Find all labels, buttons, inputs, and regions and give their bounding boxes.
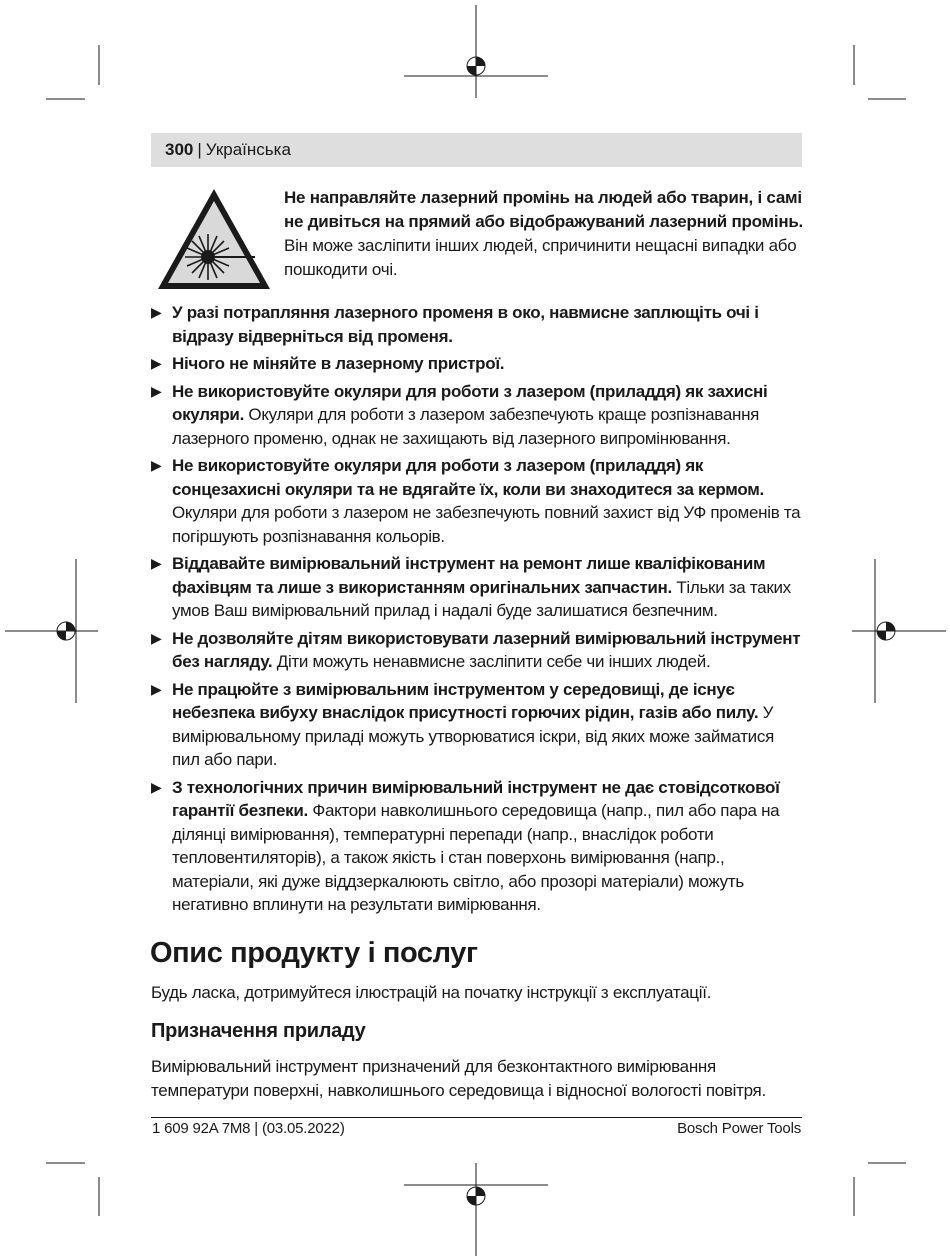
header-separator: |: [197, 140, 202, 159]
list-item: [151, 352, 806, 376]
item-text: Діти можуть ненавмисне засліпити себе чи інших людей.: [272, 652, 711, 671]
page-header: [151, 133, 802, 167]
purpose-paragraph: Вимірювальний інструмент призначений для безконтактного вимірювання температури поверхні, навколишнього середовища і відносної вологості повітря.: [151, 1057, 766, 1100]
item-bold: Віддавайте вимірювальний інструмент на ремонт лише кваліфікованим фахівцям та лише з використанням оригінальних запчастин.: [172, 554, 766, 597]
list-item: [151, 776, 806, 917]
item-bold: Не використовуйте окуляри для роботи з лазером (приладдя) як сонцезахисні окуляри та не вдягайте їх, коли ви знаходитеся за кермом.: [172, 456, 764, 499]
laser-warning: [151, 186, 802, 296]
item-text: У вимірювальному приладі можуть утворюватися іскри, від яких може займатися пил або пари.: [172, 703, 774, 769]
item-bold: У разі потрапляння лазерного променя в око, навмисне заплющіть очі і відразу відверніться від променя.: [172, 303, 759, 346]
section-intro: Будь ласка, дотримуйтеся ілюстрацій на початку інструкції з експлуатації.: [151, 983, 712, 1002]
list-item: [151, 678, 806, 772]
laser-warning-body: Він може засліпити інших людей, спричинити нещасні випадки або пошкодити очі.: [284, 236, 797, 279]
list-item: [151, 301, 806, 348]
bullet-arrow-icon: ▶: [151, 304, 162, 320]
list-item: [151, 627, 806, 674]
bullet-arrow-icon: ▶: [151, 778, 162, 795]
header-language: Українська: [205, 140, 291, 159]
footer-brand: Bosch Power Tools: [677, 1120, 801, 1137]
bullet-arrow-icon: ▶: [151, 680, 162, 697]
bullet-arrow-icon: ▶: [151, 555, 162, 571]
footer-doc-id: 1 609 92A 7M8 | (03.05.2022): [152, 1120, 345, 1137]
item-text: Фактори навколишнього середовища (напр., пил або пара на ділянці вимірювання), температурні перепади (напр., внаслідок роботи тепловентиляторів), а також якість і стан поверхонь вимірювання (напр., матеріали, які дуже віддзеркалюють світло, або прозорі матеріали) можуть негативно вплинути на результати вимірювання.: [172, 801, 780, 914]
item-text: Окуляри для роботи з лазером не забезпечують повний захист від УФ променів та погіршують розпізнавання кольорів.: [172, 503, 801, 546]
subsection-title: Призначення приладу: [151, 1020, 366, 1042]
safety-list: [151, 301, 806, 921]
list-item: [151, 552, 806, 623]
section-title: Опис продукту і послуг: [150, 937, 478, 969]
laser-warning-triangle-icon: [155, 186, 273, 292]
laser-warning-bold: Не направляйте лазерний промінь на людей або тварин, і самі не дивіться на прямий або відображуваний лазерний промінь.: [284, 188, 804, 231]
item-bold: Не використовуйте окуляри для роботи з лазером (приладдя) як захисні окуляри.: [172, 381, 768, 424]
list-item: [151, 380, 806, 451]
item-text: Тільки за таких умов Ваш вимірювальний прилад і надалі буде залишатися безпечним.: [172, 577, 791, 620]
item-bold: Не дозволяйте дітям використовувати лазерний вимірювальний інструмент без нагляду.: [172, 628, 801, 671]
item-text: Окуляри для роботи з лазером забезпечують краще розпізнавання лазерного променю, однак не захищають від лазерного випромінювання.: [172, 405, 760, 448]
page-number: 300: [165, 140, 194, 159]
list-item: [151, 454, 806, 548]
bullet-arrow-icon: ▶: [151, 457, 162, 473]
item-bold: Нічого не міняйте в лазерному пристрої.: [172, 354, 505, 373]
bullet-arrow-icon: ▶: [151, 355, 162, 371]
item-bold: Не працюйте з вимірювальним інструментом у середовищі, де існує небезпека вибуху внаслідок присутності горючих рідин, газів або пилу.: [172, 679, 759, 722]
bullet-arrow-icon: ▶: [151, 382, 162, 399]
footer-rule: [151, 1117, 802, 1118]
bullet-arrow-icon: ▶: [151, 629, 162, 646]
laser-warning-text: [284, 186, 804, 282]
item-bold: З технологічних причин вимірювальний інструмент не дає стовідсоткової гарантії безпеки.: [172, 777, 780, 820]
